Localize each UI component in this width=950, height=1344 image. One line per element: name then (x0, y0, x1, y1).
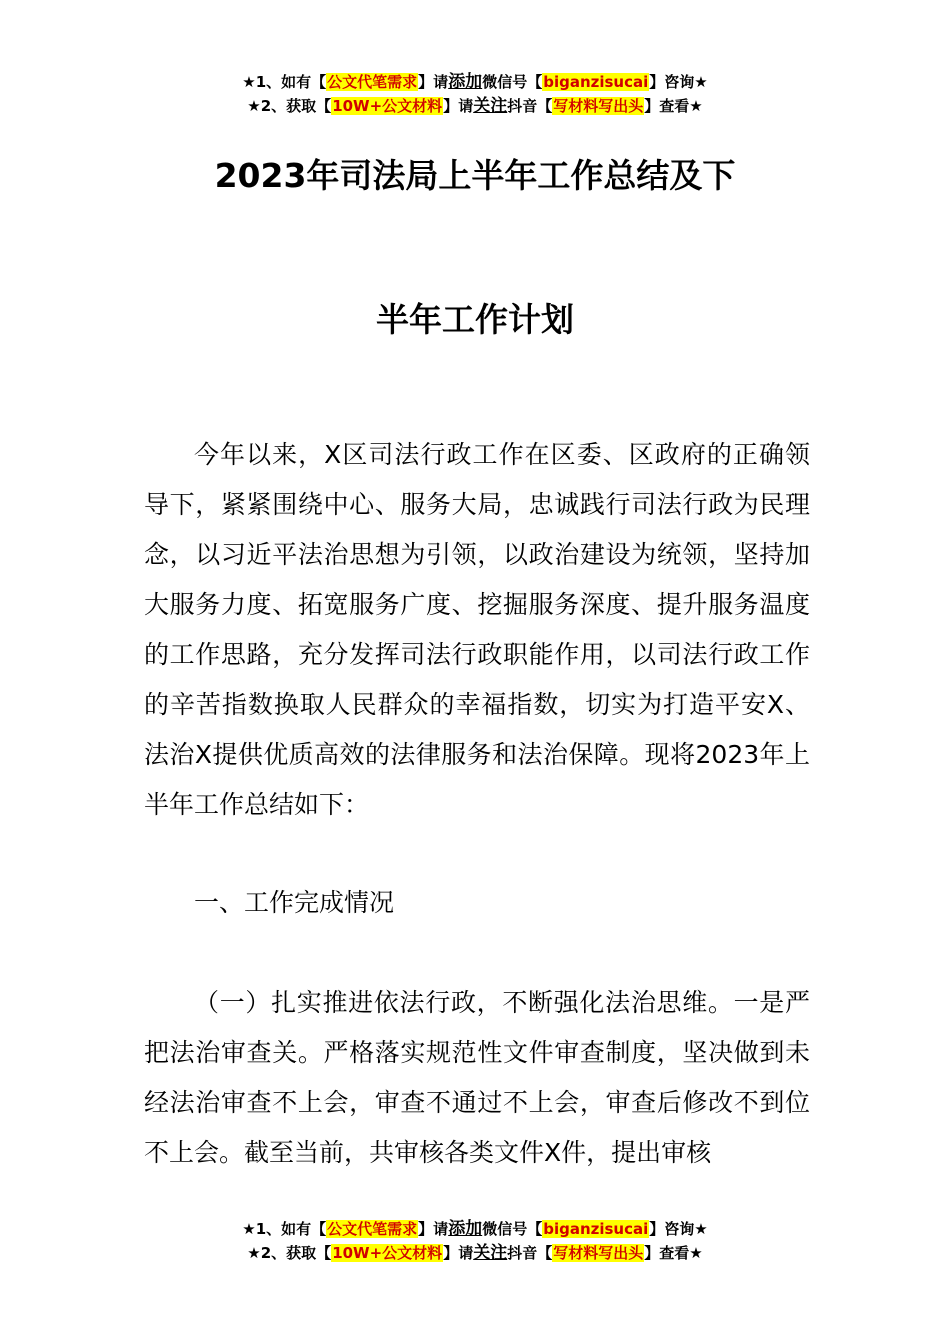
section-heading-block (144, 878, 810, 928)
document-body (144, 430, 810, 830)
banner-text: 微信号【 (482, 1220, 543, 1238)
banner-line-1 (0, 70, 950, 94)
banner-text: 微信号【 (482, 73, 543, 91)
bottom-banner (0, 1217, 950, 1265)
section-heading: 一、工作完成情况 (194, 888, 395, 917)
banner-text: 抖音【 (507, 1244, 553, 1262)
banner-text: 】查看★ (644, 97, 703, 115)
banner-highlight: 写材料写出头 (553, 97, 644, 115)
banner-text: ★2、获取【 (247, 97, 332, 115)
banner-highlight: 公文代笔需求 (327, 1220, 418, 1238)
document-title-line-1: 2023年司法局上半年工作总结及下 (214, 156, 736, 195)
section-body-block (144, 978, 810, 1178)
banner-text: ★1、如有【 (242, 1220, 327, 1238)
banner-highlight: biganzisucai (543, 1220, 649, 1238)
banner-highlight: 写材料写出头 (553, 1244, 644, 1262)
banner-text: 】咨询★ (649, 73, 708, 91)
banner-text: 】请 (418, 1220, 449, 1238)
banner-underline: 添加 (448, 1219, 483, 1239)
document-title-line-2: 半年工作计划 (376, 300, 574, 339)
banner-line-1 (0, 1217, 950, 1241)
banner-highlight: 10W+公文材料 (332, 97, 443, 115)
banner-underline: 关注 (473, 1243, 508, 1263)
banner-underline: 关注 (473, 96, 508, 116)
banner-highlight: 公文代笔需求 (327, 73, 418, 91)
banner-text: ★1、如有【 (242, 73, 327, 91)
banner-line-2 (0, 94, 950, 118)
banner-highlight: biganzisucai (543, 73, 649, 91)
banner-highlight: 10W+公文材料 (332, 1244, 443, 1262)
top-banner (0, 70, 950, 118)
banner-text: 抖音【 (507, 97, 553, 115)
banner-underline: 添加 (448, 72, 483, 92)
banner-text: 】请 (443, 1244, 474, 1262)
banner-text: ★2、获取【 (247, 1244, 332, 1262)
banner-text: 】查看★ (644, 1244, 703, 1262)
intro-paragraph: 今年以来，X区司法行政工作在区委、区政府的正确领导下，紧紧围绕中心、服务大局，忠诚践行司法行政为民理念，以习近平法治思想为引领，以政治建设为统领，坚持加大服务力度、拓宽服务广度、挖掘服务深度、提升服务温度的工作思路，充分发挥司法行政职能作用，以司法行政工作的辛苦指数换取人民群众的幸福指数，切实为打造平安X、法治X提供优质高效的法律服务和法治保障。现将2023年上半年工作总结如下： (144, 440, 810, 819)
banner-text: 】请 (418, 73, 449, 91)
banner-line-2 (0, 1241, 950, 1265)
section-paragraph: （一）扎实推进依法行政，不断强化法治思维。一是严把法治审查关。严格落实规范性文件审查制度，坚决做到未经法治审查不上会，审查不通过不上会，审查后修改不到位不上会。截至当前，共审核各类文件X件，提出审核 (144, 988, 810, 1167)
banner-text: 】咨询★ (649, 1220, 708, 1238)
banner-text: 】请 (443, 97, 474, 115)
